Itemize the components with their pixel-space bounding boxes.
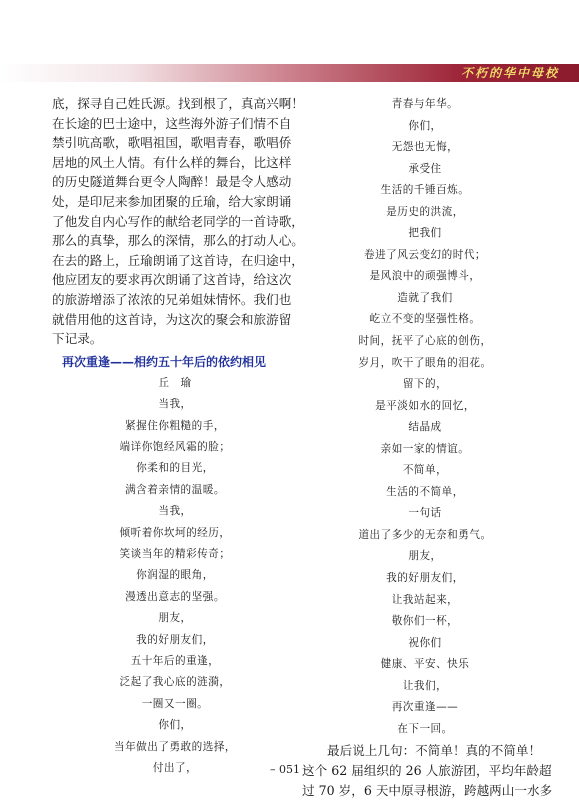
poem-line: 当我， (158, 505, 192, 518)
text-line: 的旅游增添了浓浓的兄弟姐妹情怀。我们也 (52, 291, 292, 307)
text-line: 了他发自内心写作的献给老同学的一首诗歌， (52, 213, 304, 229)
poem-line: 造就了我们 (397, 291, 453, 304)
poem-line: 结晶成 (408, 421, 442, 434)
poem-line: 在下一回。 (397, 722, 453, 735)
poem-line: 敬你们一杯， (391, 615, 459, 628)
intro-paragraph (52, 94, 304, 349)
poem-line: 道出了多少的无奈和勇气。 (358, 528, 492, 541)
poem-line: 一句话 (408, 507, 442, 520)
poem-line: 无怨也无悔， (391, 141, 459, 154)
text-line: 在去的路上，丘瑜朗诵了这首诗，在归途中， (52, 252, 304, 268)
poem-line: 生活的千锤百炼。 (380, 184, 470, 197)
poem-line: 让我站起来， (391, 593, 459, 606)
poem-line: 留下的， (402, 378, 448, 391)
running-header-title: 不朽的华中母校 (460, 66, 559, 80)
poem-line: 笑谈当年的精彩传奇； (119, 547, 231, 560)
text-line: 下记录。 (52, 331, 103, 347)
poem-line: 漫透出意志的坚强。 (125, 590, 225, 603)
poem-line: 是平淡如水的回忆， (375, 399, 475, 412)
page-number: – 051 – (270, 763, 309, 776)
poem-line: 紧握住你粗糙的手， (125, 419, 225, 432)
poem-line: 当年做出了勇敢的选择， (113, 740, 237, 753)
poem-line: 生活的不简单， (386, 485, 464, 498)
text-line: 那么的真挚，那么的深情，那么的打动人心。 (52, 233, 304, 249)
section-title: 再次重逢——相约五十年后的依约相见 (62, 354, 267, 369)
poem-line: 健康、平安、快乐 (380, 658, 470, 671)
poem-line: 承受住 (408, 162, 442, 175)
poem-line: 不简单， (402, 464, 448, 477)
poem-author: 丘 瑜 (158, 376, 192, 389)
poem-part-1 (52, 394, 298, 779)
poem-line: 你们， (408, 119, 442, 132)
poem-line: 让我们， (402, 679, 448, 692)
text-line: 处，是印尼来参加团聚的丘瑜，给大家朗诵 (52, 193, 292, 209)
poem-line: 时间，抚平了心底的创伤， (358, 335, 492, 348)
poem-line: 屹立不变的坚强性格。 (369, 313, 481, 326)
poem-line: 你柔和的目光， (136, 462, 214, 475)
text-line: 的历史隧道舞台更令人陶醉！最是令人感动 (52, 174, 292, 190)
poem-line: 一圈又一圈。 (141, 697, 209, 710)
poem-line: 亲如一家的情谊。 (380, 442, 470, 455)
poem-line: 朋友， (158, 612, 192, 625)
poem-line: 你们， (158, 719, 192, 732)
poem-line: 是历史的洪流， (386, 205, 464, 218)
right-column (302, 94, 553, 800)
text-line: 最后说上几句：不简单！真的不简单！ (327, 743, 542, 759)
text-line: 过 70 岁，6 天中原寻根游，跨越两山一水多 (302, 782, 553, 798)
poem-line: 青春与年华。 (391, 98, 459, 110)
text-line: 这个 62 届组织的 26 人旅游团，平均年龄超 (302, 763, 552, 778)
left-column (52, 94, 304, 779)
poem-part-2 (302, 94, 548, 740)
text-line: 他应团友的要求再次朗诵了这首诗，给这次 (52, 272, 292, 288)
poem-line: 满含着亲情的温暖。 (125, 483, 225, 496)
poem-line: 五十年后的重逢， (130, 655, 220, 667)
poem-line: 再次重逢—— (391, 701, 459, 714)
poem-line: 祝你们 (408, 636, 442, 649)
text-line: 居地的风土人情。有什么样的舞台，比这样 (52, 154, 292, 170)
text-line: 在长途的巴士途中，这些海外游子们情不自 (52, 115, 292, 131)
poem-line: 我的好朋友们， (386, 572, 464, 585)
text-line: 就借用他的这首诗，为这次的聚会和旅游留 (52, 311, 292, 327)
poem-line: 泛起了我心底的涟漪， (119, 676, 231, 689)
poem-line: 卷进了风云变幻的时代； (363, 248, 487, 261)
poem-line: 岁月，吹干了眼角的泪花。 (358, 356, 492, 369)
poem-line: 我的好朋友们， (136, 633, 214, 646)
text-line: 禁引吭高歌，歌唱祖国，歌唱青春，歌唱侨 (52, 135, 292, 151)
poem-line: 是风浪中的顽强博斗， (369, 270, 481, 283)
poem-line: 倾听着你坎坷的经历， (119, 526, 231, 539)
poem-line: 你润湿的眼角， (136, 569, 214, 582)
poem-line: 付出了， (152, 762, 198, 775)
poem-line: 当我， (158, 398, 192, 411)
poem-line: 把我们 (408, 227, 442, 240)
poem-line: 朋友， (408, 550, 442, 563)
poem-line: 端详你饱经风霜的脸； (119, 440, 231, 453)
text-line: 底，探寻自己姓氏源。找到根了，真高兴啊！ (52, 96, 304, 111)
